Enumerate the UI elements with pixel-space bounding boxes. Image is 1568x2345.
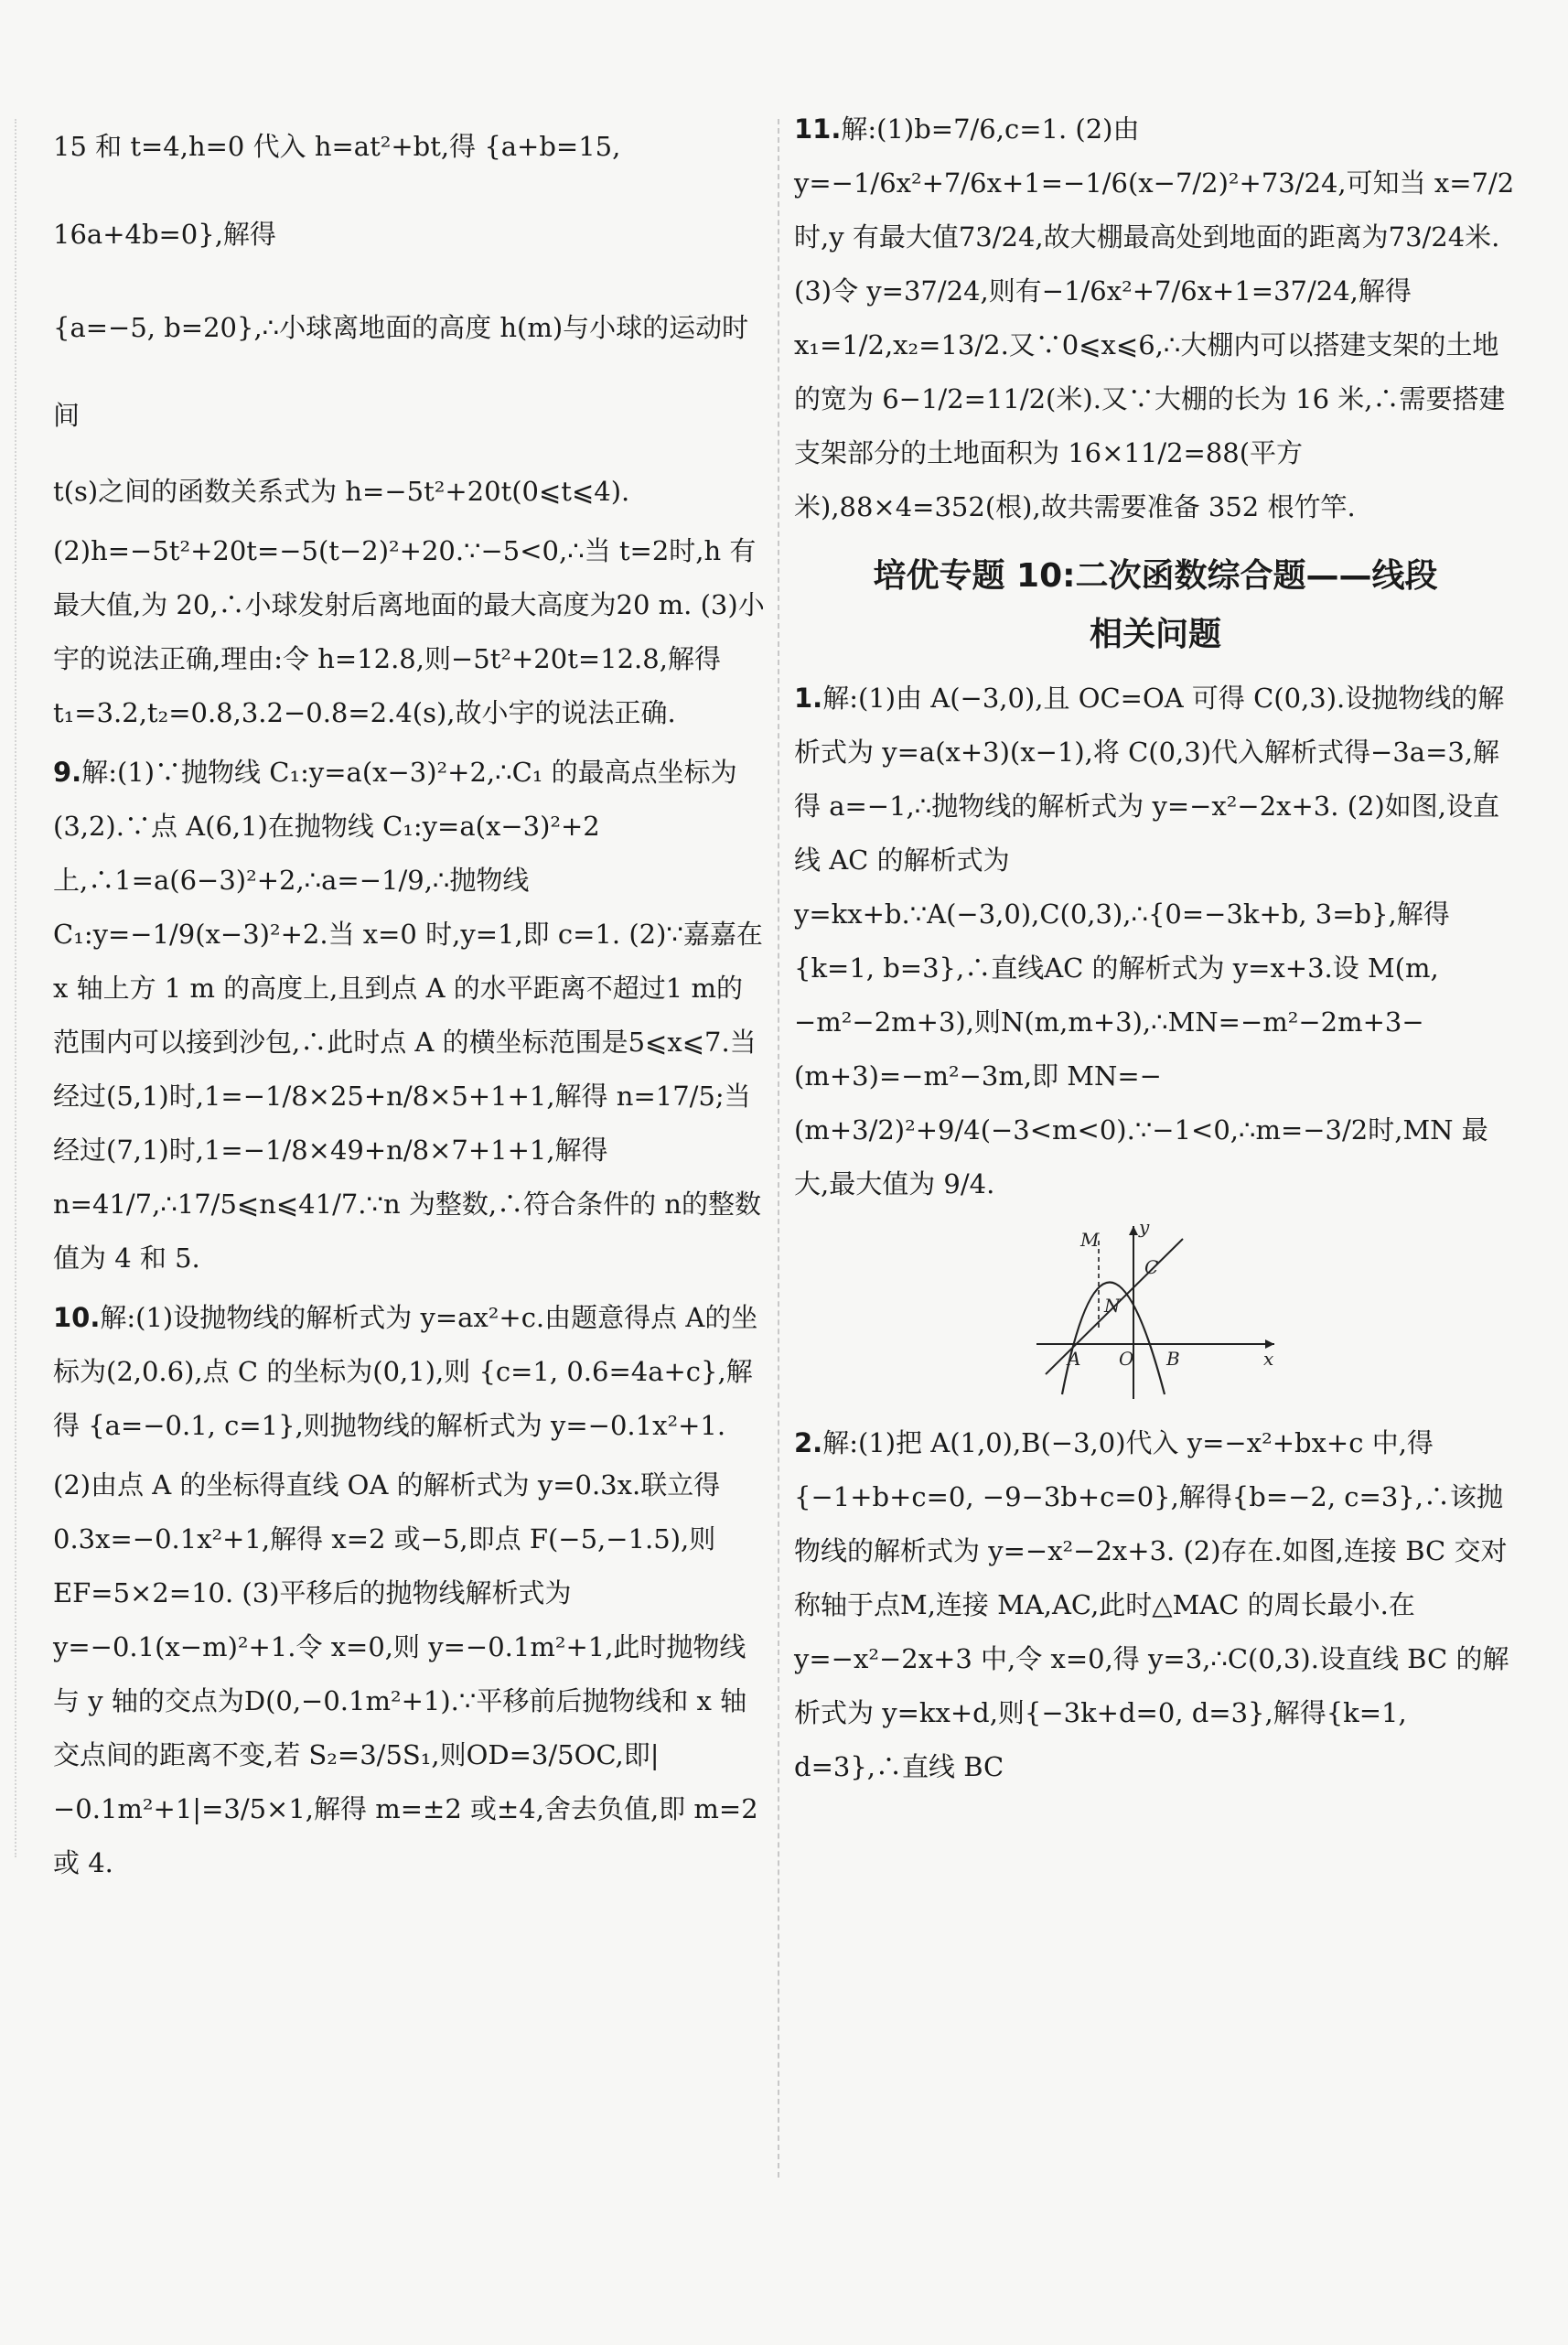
q8-continued-line2: {a=−5, b=20},∴小球离地面的高度 h(m)与小球的运动时间 — [53, 312, 749, 431]
label-y: y — [1139, 1221, 1150, 1238]
q8-continued-line3: t(s)之间的函数关系式为 h=−5t²+20t(0⩽t⩽4). — [53, 476, 630, 507]
q9-number: 9. — [53, 757, 82, 788]
q9-answer — [53, 746, 767, 1285]
binding-edge-mark — [15, 119, 16, 1857]
q11-text: 解:(1)b=7/6,c=1. (2)由 y=−1/6x²+7/6x+1=−1/6(x−7/2)²+73/24,可知当 x=7/2时,y 有最大值73/24,故大棚最高处到地面的距离为73/24米. (3)令 y=37/24,则有−1/6x²+7/6x+1=37/24,解得 x₁=1/2,x₂=13/2.又∵0⩽x⩽6,∴大棚内可以搭建支架的土地的宽为 6−1/2=11/2(米).又∵大棚的长为 16 米,∴需要搭建支架部分的土地面积为 16×11/2=88(平方米),88×4=352(根),故共需要准备 352 根竹竿. — [794, 113, 1515, 522]
q11-number: 11. — [794, 113, 842, 145]
q10-text: 解:(1)设抛物线的解析式为 y=ax²+c.由题意得点 A的坐标为(2,0.6),点 C 的坐标为(0,1),则 {c=1, 0.6=4a+c},解得 {a=−0.1, c=1},则抛物线的解析式为 y=−0.1x²+1. — [53, 1302, 758, 1441]
left-column — [53, 102, 767, 1896]
q8-continued-line1: 15 和 t=4,h=0 代入 h=at²+bt,得 {a+b=15, 16a+4b=0},解得 — [53, 131, 621, 250]
s2-number: 2. — [794, 1427, 823, 1458]
label-n: N — [1104, 1295, 1121, 1317]
right-column — [794, 102, 1517, 1800]
s1-answer — [794, 672, 1517, 1211]
y-axis-arrow — [1129, 1226, 1138, 1235]
column-divider — [778, 119, 779, 2178]
q10-answer-part2: (2)由点 A 的坐标得直线 OA 的解析式为 y=0.3x.联立得 0.3x=−0.1x²+1,解得 x=2 或−5,即点 F(−5,−1.5),则 EF=5×2=10. (3)平移后的抛物线解析式为 y=−0.1(x−m)²+1.令 x=0,则 y=−0.1m²+1,此时抛物线与 y 轴的交点为D(0,−0.1m²+1).∵平移前后抛物线和 x 轴交点间的距离不变,若 S₂=3/5S₁,则OD=3/5OC,即|−0.1m²+1|=3/5×1,解得 m=±2 或±4,舍去负值,即 m=2 或 4. — [53, 1469, 758, 1878]
section-heading-line2: 相关问题 — [1089, 616, 1221, 653]
s2-text: 解:(1)把 A(1,0),B(−3,0)代入 y=−x²+bx+c 中,得{−1+b+c=0, −9−3b+c=0},解得{b=−2, c=3},∴该抛物线的解析式为 y=−x²−2x+3. (2)存在.如图,连接 BC 交对称轴于点M,连接 MA,AC,此时△MAC 的周长最小.在 y=−x²−2x+3 中,令 x=0,得 y=3,∴C(0,3).设直线 BC 的解析式为 y=kx+d,则{−3k+d=0, d=3},解得{k=1, d=3},∴直线 BC — [794, 1427, 1509, 1782]
label-m: M — [1080, 1229, 1100, 1251]
label-c: C — [1144, 1256, 1159, 1278]
s2-answer — [794, 1416, 1517, 1794]
q8-part2-3: (2)h=−5t²+20t=−5(t−2)²+20.∵−5<0,∴当 t=2时,h 有最大值,为 20,∴小球发射后离地面的最大高度为20 m. (3)小宇的说法正确,理由:令 h=12.8,则−5t²+20t=12.8,解得 t₁=3.2,t₂=0.8,3.2−0.8=2.4(s),故小宇的说法正确. — [53, 535, 765, 728]
section-heading-line1: 培优专题 10:二次函数综合题——线段 — [873, 557, 1438, 595]
parabola-figure — [1027, 1221, 1283, 1404]
q10-answer — [53, 1291, 767, 1453]
s1-number: 1. — [794, 683, 823, 714]
label-a: A — [1068, 1348, 1081, 1370]
label-x: x — [1263, 1348, 1274, 1370]
label-b: B — [1166, 1348, 1180, 1370]
q11-answer — [794, 102, 1517, 534]
q9-text: 解:(1)∵抛物线 C₁:y=a(x−3)²+2,∴C₁ 的最高点坐标为(3,2).∵点 A(6,1)在抛物线 C₁:y=a(x−3)²+2上,∴1=a(6−3)²+2,∴a=−1/9,∴抛物线 C₁:y=−1/9(x−3)²+2.当 x=0 时,y=1,即 c=1. (2)∵嘉嘉在 x 轴上方 1 m 的高度上,且到点 A 的水平距离不超过1 m的范围内可以接到沙包,∴此时点 A 的横坐标范围是5⩽x⩽7.当经过(5,1)时,1=−1/8×25+n/8×5+1+1,解得 n=17/5;当经过(7,1)时,1=−1/8×49+n/8×7+1+1,解得 n=41/7,∴17/5⩽n⩽41/7.∵n 为整数,∴符合条件的 n的整数值为 4 和 5. — [53, 757, 763, 1274]
q10-number: 10. — [53, 1302, 101, 1333]
s1-text: 解:(1)由 A(−3,0),且 OC=OA 可得 C(0,3).设抛物线的解析式为 y=a(x+3)(x−1),将 C(0,3)代入解析式得−3a=3,解得 a=−1,∴抛物线的解析式为 y=−x²−2x+3. (2)如图,设直线 AC 的解析式为 y=kx+b.∵A(−3,0),C(0,3),∴{0=−3k+b, 3=b},解得{k=1, b=3},∴直线AC 的解析式为 y=x+3.设 M(m,−m²−2m+3),则N(m,m+3),∴MN=−m²−2m+3−(m+3)=−m²−3m,即 MN=−(m+3/2)²+9/4(−3<m<0).∵−1<0,∴m=−3/2时,MN 最大,最大值为 9/4. — [794, 683, 1505, 1199]
label-o: O — [1119, 1348, 1134, 1370]
section-heading — [794, 547, 1517, 664]
